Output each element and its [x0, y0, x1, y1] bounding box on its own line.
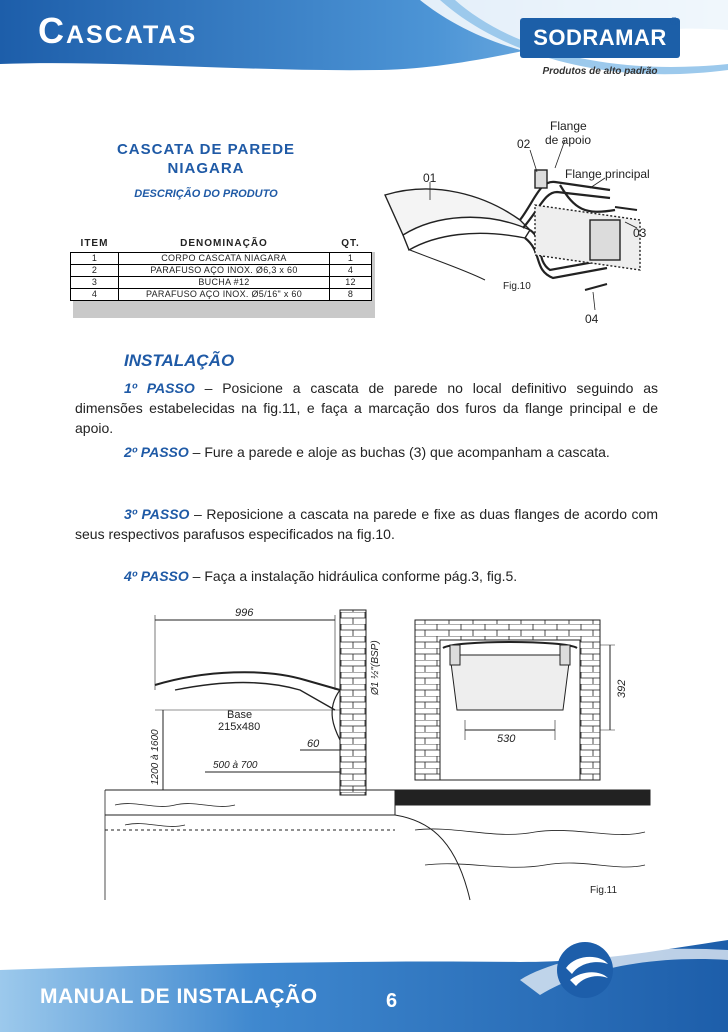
step4-label: 4º PASSO: [124, 568, 189, 584]
cell-qt: 4: [330, 265, 372, 277]
cell-denominacao: CORPO CASCATA NIAGARA: [119, 253, 330, 265]
dim-pipe: Ø1 ½"(BSP): [370, 640, 381, 695]
step3-paragraph: [75, 504, 658, 544]
step2-paragraph: [75, 442, 658, 462]
cell-denominacao: PARAFUSO AÇO INOX. Ø5/16" x 60: [119, 289, 330, 301]
callout-flange-apoio-1: Flange: [550, 119, 587, 133]
table-row: [71, 277, 372, 289]
table-row: [71, 265, 372, 277]
step3-label: 3º PASSO: [124, 506, 190, 522]
cell-denominacao: BUCHA #12: [119, 277, 330, 289]
step4-paragraph: [75, 566, 658, 586]
logo-tagline: Produtos de alto padrão: [542, 66, 658, 77]
product-title: [96, 140, 316, 178]
fig11-label: Fig.11: [590, 885, 618, 896]
table-header-row: [71, 235, 372, 253]
dim-500: 500 à 700: [213, 760, 258, 771]
table-row: [71, 289, 372, 301]
dim-530: 530: [497, 733, 516, 745]
cell-item: 2: [71, 265, 119, 277]
registered-mark: ®: [670, 16, 679, 28]
cell-item: 3: [71, 277, 119, 289]
step1-paragraph: [75, 378, 658, 438]
product-subtitle: DESCRIÇÃO DO PRODUTO: [134, 188, 278, 200]
callout-01: 01: [423, 171, 437, 185]
cell-item: 4: [71, 289, 119, 301]
step1-text: – Posicione a cascata de parede no local definitivo seguindo as dimensões estabelecidas na fig.11, e faça a marcação dos furos da flange principal e de apoio.: [75, 380, 658, 436]
cell-denominacao: PARAFUSO AÇO INOX. Ø6,3 x 60: [119, 265, 330, 277]
install-title: INSTALAÇÃO: [124, 351, 235, 370]
step2-text: – Fure a parede e aloje as buchas (3) que acompanham a cascata.: [188, 444, 610, 460]
fig10-label: Fig.10: [503, 281, 531, 292]
footer-title: MANUAL DE INSTALAÇÃO: [40, 985, 318, 1008]
callout-flange-apoio-2: de apoio: [545, 133, 592, 147]
callout-04: 04: [585, 312, 599, 326]
logo-wordmark: SODRAMAR: [533, 25, 667, 50]
dim-996: 996: [235, 607, 254, 619]
step4-text: – Faça a instalação hidráulica conforme pág.3, fig.5.: [188, 568, 518, 584]
header-title: Cascatas: [38, 10, 198, 51]
base-label: Base: [227, 709, 253, 721]
cell-qt: 8: [330, 289, 372, 301]
cell-qt: 12: [330, 277, 372, 289]
dim-60: 60: [307, 738, 320, 750]
col-header-qt: QT.: [330, 235, 372, 253]
col-header-denominacao: DENOMINAÇÃO: [119, 235, 330, 253]
cell-item: 1: [71, 253, 119, 265]
cell-qt: 1: [330, 253, 372, 265]
product-title-line2: NIAGARA: [167, 160, 245, 177]
callout-02: 02: [517, 137, 531, 151]
callout-03: 03: [633, 226, 647, 240]
base-dim: 215x480: [218, 721, 261, 733]
dim-392: 392: [616, 679, 628, 698]
product-title-line1: CASCATA DE PAREDE: [116, 141, 296, 158]
parts-table: [70, 235, 372, 301]
page-number: 6: [386, 990, 398, 1012]
step2-label: 2º PASSO: [124, 444, 189, 460]
col-header-item: ITEM: [71, 235, 119, 253]
step3-text: – Reposicione a cascata na parede e fixe as duas flanges de acordo com seus respectivos parafusos especificados na fig.10.: [75, 506, 658, 542]
fig10-drawing: [375, 110, 665, 330]
callout-flange-principal: Flange principal: [565, 167, 650, 181]
step1-label: 1º PASSO: [124, 380, 195, 396]
fig11-drawing: [95, 600, 655, 915]
table-row: [71, 253, 372, 265]
dim-height: 1200 à 1600: [150, 729, 161, 785]
